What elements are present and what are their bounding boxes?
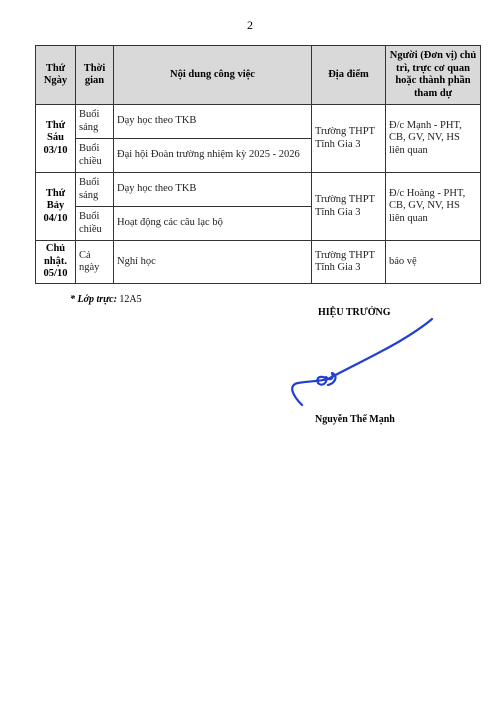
table-row — [36, 241, 481, 284]
page-number: 2 — [247, 18, 253, 32]
duty-class-note — [70, 294, 142, 305]
signature-title: HIỆU TRƯỞNG — [318, 307, 391, 318]
day-date: 03/10 — [43, 144, 68, 156]
schedule-table — [35, 45, 481, 284]
time-cell: Buổi sáng — [76, 105, 114, 139]
table-header-row — [36, 46, 481, 105]
table-row — [36, 173, 481, 207]
day-cell — [36, 241, 76, 284]
duty-class-label: * Lớp trực: — [70, 294, 117, 305]
signer-name: Nguyễn Thế Mạnh — [315, 414, 395, 425]
header-person: Người (Đơn vị) chủ trì, trực cơ quan hoặc thành phần tham dự — [386, 46, 481, 105]
header-time: Thời gian — [76, 46, 114, 105]
day-date: 04/10 — [43, 212, 68, 224]
place-cell: Trường THPT Tĩnh Gia 3 — [312, 105, 386, 173]
day-name: Thứ Bảy — [45, 187, 66, 212]
table-row — [36, 105, 481, 139]
place-cell: Trường THPT Tĩnh Gia 3 — [312, 173, 386, 241]
day-date: 05/10 — [43, 268, 68, 280]
day-name: Chủ nhật. — [43, 243, 68, 267]
handwritten-signature — [270, 315, 440, 415]
content-cell: Dạy học theo TKB — [114, 105, 312, 139]
time-cell: Cả ngày — [76, 241, 114, 284]
person-cell: Đ/c Hoàng - PHT, CB, GV, NV, HS liên quan — [386, 173, 481, 241]
time-cell: Buổi chiều — [76, 139, 114, 173]
header-place: Địa điểm — [312, 46, 386, 105]
content-cell: Đại hội Đoàn trường nhiệm kỳ 2025 - 2026 — [114, 139, 312, 173]
duty-class-value: 12A5 — [119, 294, 142, 305]
content-cell: Dạy học theo TKB — [114, 173, 312, 207]
time-cell: Buổi sáng — [76, 173, 114, 207]
person-cell: bảo vệ — [386, 241, 481, 284]
day-name: Thứ Sáu — [45, 119, 66, 144]
content-cell: Hoạt động các câu lạc bộ — [114, 207, 312, 241]
person-cell: Đ/c Mạnh - PHT, CB, GV, NV, HS liên quan — [386, 105, 481, 173]
header-day: Thứ Ngày — [36, 46, 76, 105]
day-cell — [36, 105, 76, 173]
day-cell — [36, 173, 76, 241]
content-cell: Nghỉ học — [114, 241, 312, 284]
place-cell: Trường THPT Tĩnh Gia 3 — [312, 241, 386, 284]
header-content: Nội dung công việc — [114, 46, 312, 105]
time-cell: Buổi chiều — [76, 207, 114, 241]
